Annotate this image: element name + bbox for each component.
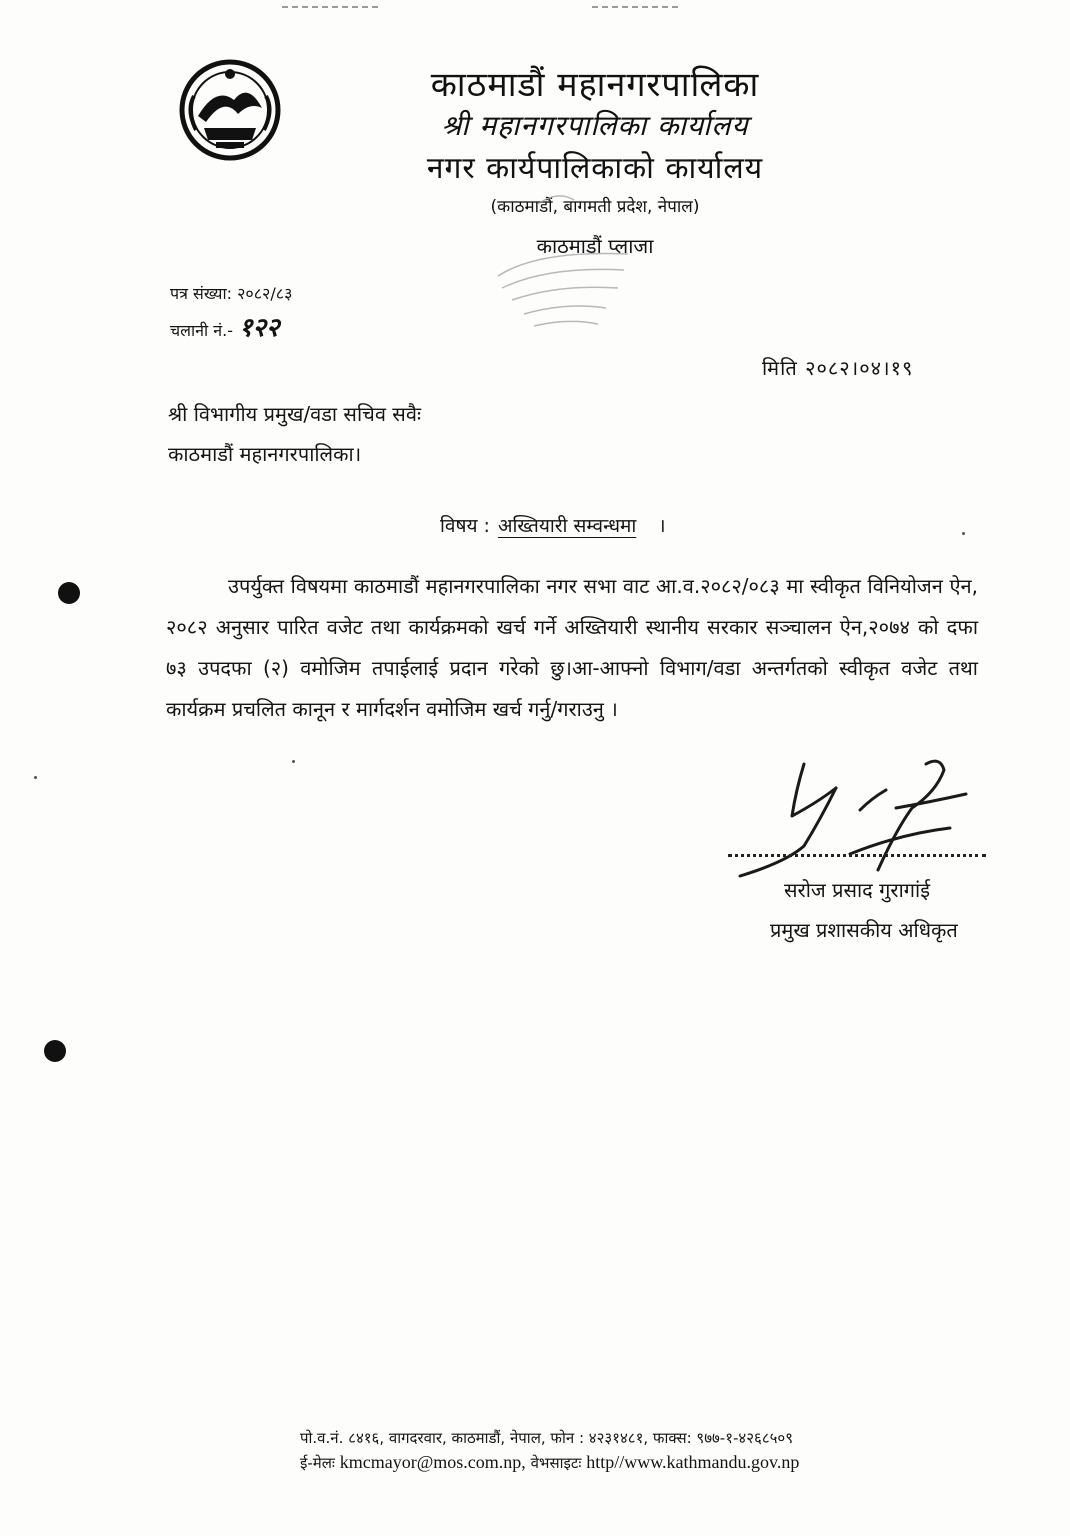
footer-contact [300, 1452, 900, 1473]
office-plaza: काठमाडौं प्लाजा [536, 234, 654, 258]
letter-body: उपर्युक्त विषयमा काठमाडौं महानगरपालिका नगर सभा वाट आ.व.२०८२/०८३ मा स्वीकृत विनियोजन ऐन, २०८२ अनुसार पारित वजेट तथा कार्यक्रमको खर्च गर्ने अख्तियारी स्थानीय सरकार सञ्चालन ऐन,२०७४ को दफा ७३ उपदफा (२) वमोजिम तपाईलाई प्रदान गरेको छु।आ-आफ्नो विभाग/वडा अन्तर्गतको स्वीकृत वजेट तथा कार्यक्रम प्रचलित कानून र मार्गदर्शन वमोजिम खर्च गर्नु/गराउनु । [166, 574, 978, 721]
dispatch-label: चलानी नं.- [170, 321, 234, 340]
subject-end: । [658, 515, 666, 537]
scan-speck [34, 776, 37, 779]
org-name: काठमाडौं महानगरपालिका [430, 65, 760, 105]
signature-line [728, 854, 986, 857]
recipient-line-1: श्री विभागीय प्रमुख/वडा सचिव सवैः [168, 402, 421, 426]
email-label: ई-मेलः [300, 1454, 335, 1472]
footer-website: http//www.kathmandu.gov.np [586, 1452, 800, 1472]
scan-speck [292, 760, 295, 763]
footer-address: पो.व.नं. ८४१६, वागदरवार, काठमाडौं, नेपाल, फोन : ४२३१४८१, फाक्स: ९७७-१-४२६८५०९ [300, 1429, 794, 1447]
handwritten-signature [700, 750, 1000, 880]
scan-edge-mark [592, 6, 678, 8]
office-location: (काठमाडौं, बागमती प्रदेश, नेपाल) [490, 197, 700, 217]
municipality-emblem-icon [176, 56, 284, 164]
office-name: नगर कार्यपालिकाको कार्यालय [426, 151, 764, 186]
punch-hole-icon [58, 582, 80, 604]
dispatch-number-row [170, 308, 280, 344]
org-name-stylized: श्री महानगरपालिका कार्यालय [441, 109, 749, 142]
recipient-line-2: काठमाडौं महानगरपालिका। [168, 442, 362, 466]
office-stamp-icon [478, 180, 648, 350]
signatory-name: सरोज प्रसाद गुरागांई [784, 878, 931, 902]
subject-text: अख्तियारी सम्वन्धमा [497, 515, 637, 537]
scan-edge-mark [282, 6, 378, 8]
letter-number: पत्र संख्या: २०८२/८३ [170, 284, 293, 303]
scan-speck [962, 532, 965, 535]
dispatch-number: १२२ [239, 313, 280, 343]
subject-line [440, 512, 666, 538]
website-label: वेभसाइटः [530, 1454, 582, 1472]
punch-hole-icon [44, 1040, 66, 1062]
footer-email: kmcmayor@mos.com.np, [339, 1452, 526, 1472]
letter-date: मिति २०८२।०४।१९ [762, 356, 914, 380]
signatory-title: प्रमुख प्रशासकीय अधिकृत [770, 918, 958, 942]
subject-label: विषय : [440, 515, 490, 537]
